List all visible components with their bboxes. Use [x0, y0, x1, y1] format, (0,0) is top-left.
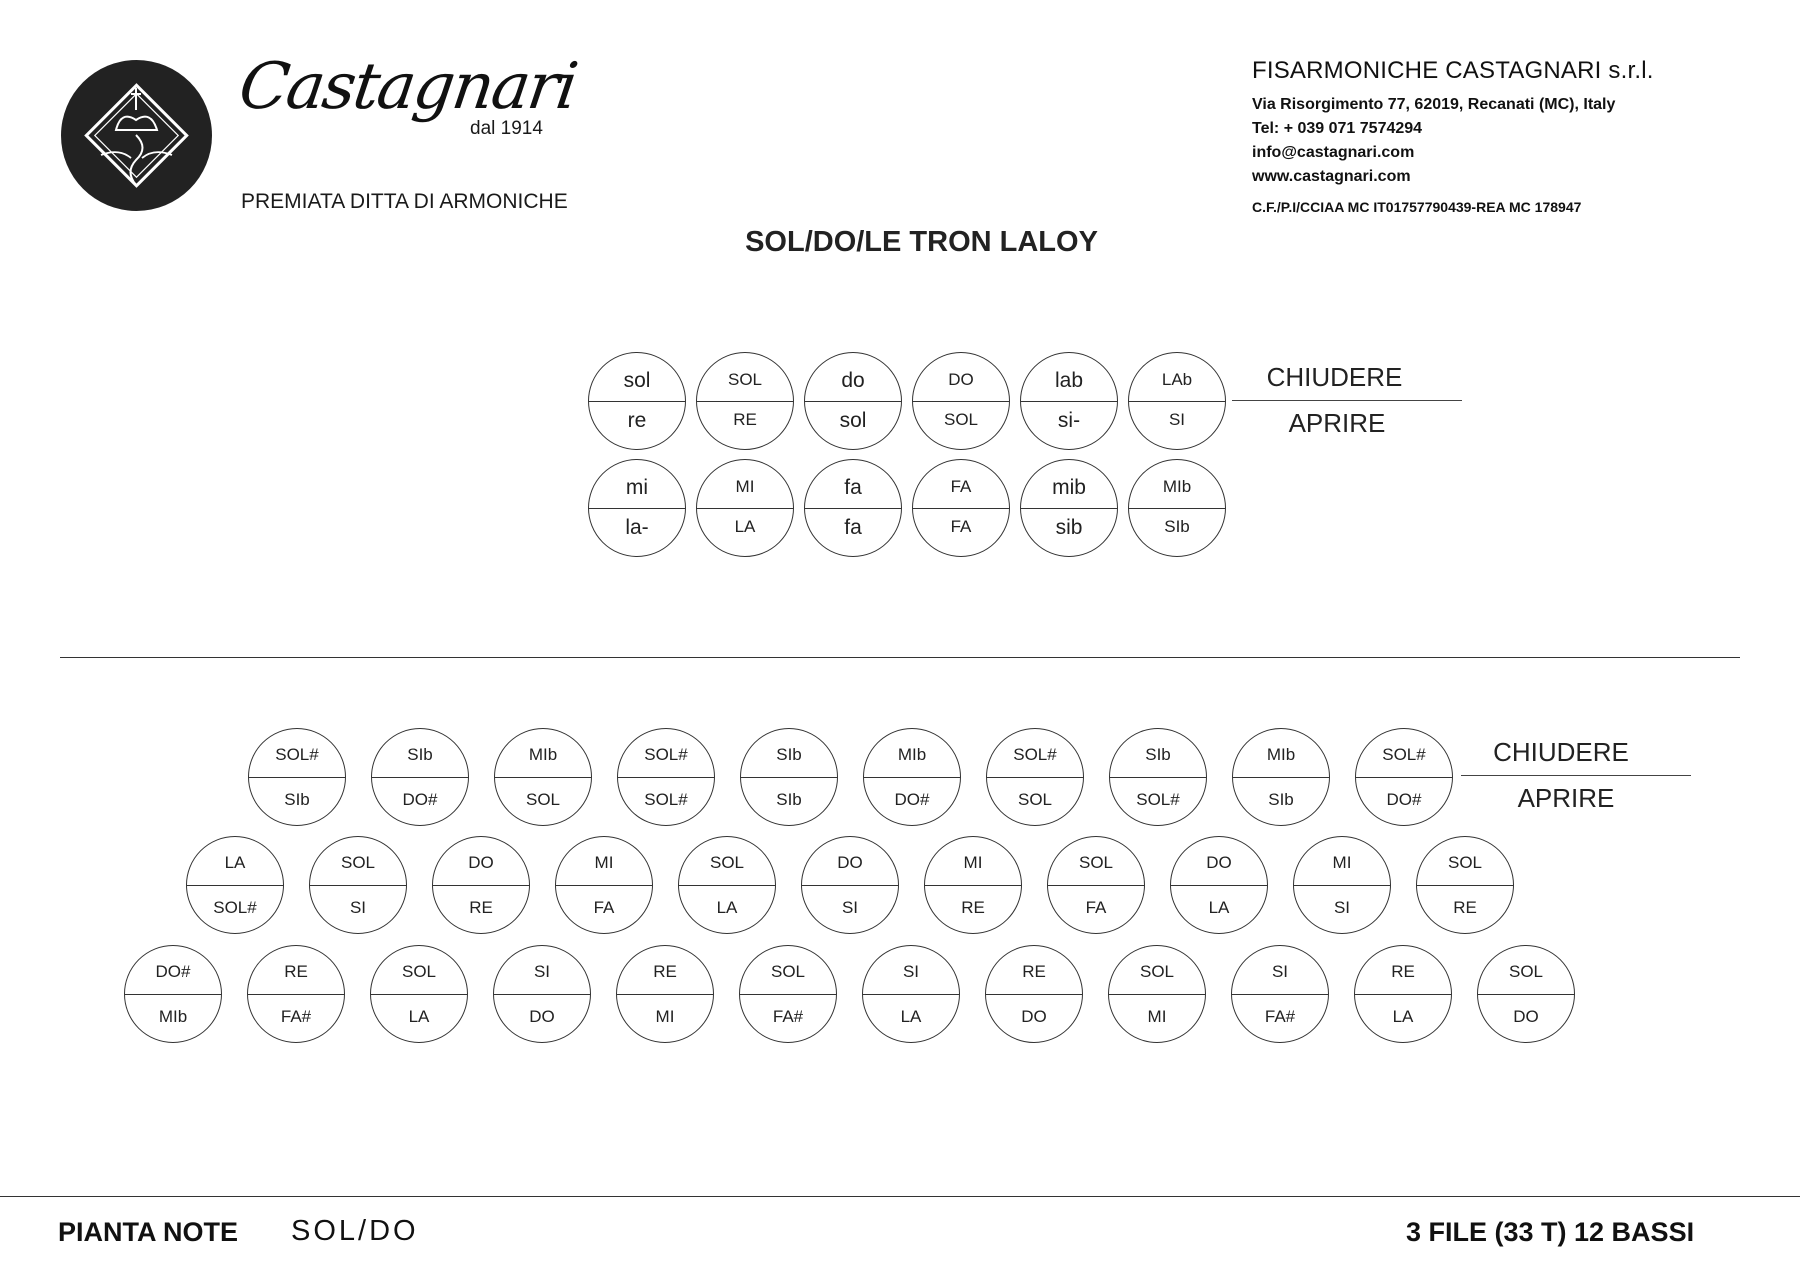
button-closing-note: DO: [1206, 853, 1232, 872]
treble-button[interactable]: [1020, 459, 1118, 557]
button-divider: [433, 885, 529, 886]
button-opening-note: FA: [593, 898, 615, 917]
button-closing-note: mib: [1052, 476, 1086, 499]
button-divider: [1109, 994, 1205, 995]
button-closing-note: SI: [1271, 962, 1289, 981]
button-closing-note: RE: [1391, 962, 1415, 981]
button-opening-note: FA: [950, 517, 972, 536]
treble-button[interactable]: [588, 459, 686, 557]
button-closing-note: SOL: [770, 962, 806, 981]
button-opening-note: re: [627, 409, 647, 432]
bass-button[interactable]: [309, 836, 407, 934]
bass-button[interactable]: [1232, 728, 1330, 826]
bass-button[interactable]: [494, 728, 592, 826]
bass-button[interactable]: [432, 836, 530, 934]
bass-button[interactable]: [1231, 945, 1329, 1043]
button-divider: [1171, 885, 1267, 886]
bass-button[interactable]: [1355, 728, 1453, 826]
button-opening-note: RE: [469, 898, 493, 917]
brand-emblem: [61, 60, 212, 211]
bass-button[interactable]: [247, 945, 345, 1043]
button-closing-note: MIb: [897, 745, 927, 764]
button-closing-note: SOL: [1139, 962, 1175, 981]
button-opening-note: sol: [839, 409, 867, 432]
button-closing-note: SI: [533, 962, 551, 981]
treble-button[interactable]: [588, 352, 686, 450]
button-closing-note: MIb: [1162, 477, 1192, 496]
button-closing-note: MI: [594, 853, 614, 872]
button-opening-note: SOL#: [1136, 790, 1180, 809]
footer-label: PIANTA NOTE: [58, 1217, 238, 1247]
button-closing-note: SOL#: [1382, 745, 1426, 764]
button-opening-note: SOL#: [644, 790, 688, 809]
button-closing-note: sol: [623, 369, 651, 392]
button-divider: [372, 777, 468, 778]
button-opening-note: SIb: [776, 790, 802, 809]
button-opening-note: DO#: [402, 790, 438, 809]
button-closing-note: DO: [837, 853, 863, 872]
button-closing-note: SIb: [1145, 745, 1171, 764]
button-divider: [248, 994, 344, 995]
button-opening-note: SI: [1168, 410, 1186, 429]
button-divider: [589, 508, 685, 509]
button-closing-note: DO: [948, 370, 974, 389]
button-closing-note: MI: [963, 853, 983, 872]
button-divider: [1110, 777, 1206, 778]
button-divider: [679, 885, 775, 886]
crown-emblem-icon: [61, 60, 212, 211]
button-opening-note: DO: [1021, 1007, 1047, 1026]
button-opening-note: LA: [1208, 898, 1230, 917]
button-divider: [1417, 885, 1513, 886]
button-divider: [617, 994, 713, 995]
bass-legend-open: APRIRE: [1517, 783, 1615, 813]
button-divider: [1129, 508, 1225, 509]
button-closing-note: DO: [468, 853, 494, 872]
button-divider: [864, 777, 960, 778]
button-divider: [805, 508, 901, 509]
section-divider: [60, 657, 1740, 658]
bass-button[interactable]: [740, 728, 838, 826]
bass-button[interactable]: [862, 945, 960, 1043]
button-closing-note: RE: [284, 962, 308, 981]
button-closing-note: do: [841, 369, 865, 392]
button-divider: [913, 508, 1009, 509]
bass-button[interactable]: [1293, 836, 1391, 934]
bass-button[interactable]: [863, 728, 961, 826]
button-opening-note: la-: [625, 516, 649, 539]
button-opening-note: FA#: [1264, 1007, 1296, 1026]
bass-button[interactable]: [924, 836, 1022, 934]
button-closing-note: SI: [902, 962, 920, 981]
button-opening-note: SOL: [525, 790, 561, 809]
button-closing-note: SOL: [709, 853, 745, 872]
treble-button[interactable]: [912, 459, 1010, 557]
button-opening-note: SI: [841, 898, 859, 917]
bass-button[interactable]: [1109, 728, 1207, 826]
bass-button[interactable]: [1047, 836, 1145, 934]
button-divider: [913, 401, 1009, 402]
button-opening-note: RE: [1453, 898, 1477, 917]
button-closing-note: lab: [1054, 369, 1084, 392]
button-divider: [1355, 994, 1451, 995]
bass-button[interactable]: [493, 945, 591, 1043]
button-closing-note: MIb: [528, 745, 558, 764]
button-divider: [494, 994, 590, 995]
button-opening-note: LA: [716, 898, 738, 917]
button-closing-note: SOL: [1078, 853, 1114, 872]
bass-button[interactable]: [986, 728, 1084, 826]
button-divider: [618, 777, 714, 778]
bass-button[interactable]: [739, 945, 837, 1043]
bass-button[interactable]: [248, 728, 346, 826]
since-label: dal 1914: [470, 118, 543, 139]
treble-button[interactable]: [804, 352, 902, 450]
button-closing-note: DO#: [155, 962, 191, 981]
tagline: PREMIATA DITTA DI ARMONICHE: [241, 190, 568, 213]
company-registry: C.F./P.I/CCIAA MC IT01757790439-REA MC 178947: [1252, 199, 1582, 215]
treble-button[interactable]: [1020, 352, 1118, 450]
button-divider: [740, 994, 836, 995]
button-opening-note: LA: [734, 517, 756, 536]
button-closing-note: SOL#: [1013, 745, 1057, 764]
button-opening-note: DO#: [1386, 790, 1422, 809]
bass-button[interactable]: [678, 836, 776, 934]
button-divider: [556, 885, 652, 886]
treble-button[interactable]: [696, 352, 794, 450]
company-name: FISARMONICHE CASTAGNARI s.r.l.: [1252, 57, 1654, 84]
footer-tuning: SOL/DO: [291, 1215, 419, 1247]
button-opening-note: FA#: [772, 1007, 804, 1026]
company-address: Via Risorgimento 77, 62019, Recanati (MC), Italy: [1252, 96, 1616, 113]
button-divider: [697, 401, 793, 402]
button-closing-note: MIb: [1266, 745, 1296, 764]
bass-button[interactable]: [370, 945, 468, 1043]
button-opening-note: SI: [349, 898, 367, 917]
button-closing-note: fa: [844, 476, 862, 499]
bass-button[interactable]: [555, 836, 653, 934]
button-opening-note: MI: [1147, 1007, 1167, 1026]
bass-button[interactable]: [801, 836, 899, 934]
button-divider: [1356, 777, 1452, 778]
button-opening-note: LA: [408, 1007, 430, 1026]
button-closing-note: RE: [1022, 962, 1046, 981]
button-divider: [802, 885, 898, 886]
bass-button[interactable]: [1170, 836, 1268, 934]
button-divider: [1294, 885, 1390, 886]
button-divider: [1021, 401, 1117, 402]
bass-button[interactable]: [186, 836, 284, 934]
button-opening-note: SIb: [284, 790, 310, 809]
button-opening-note: DO: [529, 1007, 555, 1026]
button-divider: [863, 994, 959, 995]
button-opening-note: si-: [1057, 409, 1081, 432]
button-divider: [986, 994, 1082, 995]
footer-divider: [0, 1196, 1800, 1197]
bass-button[interactable]: [1416, 836, 1514, 934]
bass-button[interactable]: [1108, 945, 1206, 1043]
button-divider: [925, 885, 1021, 886]
bass-button[interactable]: [985, 945, 1083, 1043]
bass-button[interactable]: [124, 945, 222, 1043]
company-email: info@castagnari.com: [1252, 144, 1415, 161]
button-opening-note: fa: [844, 516, 862, 539]
button-opening-note: SI: [1333, 898, 1351, 917]
button-closing-note: SOL#: [275, 745, 319, 764]
button-divider: [495, 777, 591, 778]
button-opening-note: FA#: [280, 1007, 312, 1026]
button-divider: [125, 994, 221, 995]
button-opening-note: RE: [733, 410, 757, 429]
treble-button[interactable]: [804, 459, 902, 557]
bass-button[interactable]: [616, 945, 714, 1043]
button-closing-note: SOL: [340, 853, 376, 872]
button-closing-note: MI: [735, 477, 755, 496]
button-opening-note: LA: [1392, 1007, 1414, 1026]
button-divider: [987, 777, 1083, 778]
button-closing-note: SOL: [401, 962, 437, 981]
button-divider: [371, 994, 467, 995]
button-divider: [310, 885, 406, 886]
button-closing-note: SOL: [727, 370, 763, 389]
bass-button[interactable]: [1477, 945, 1575, 1043]
button-opening-note: sib: [1055, 516, 1083, 539]
company-website: www.castagnari.com: [1252, 168, 1411, 185]
button-closing-note: SOL#: [644, 745, 688, 764]
button-opening-note: SOL#: [213, 898, 257, 917]
button-closing-note: LA: [224, 853, 246, 872]
treble-button[interactable]: [1128, 352, 1226, 450]
treble-legend-divider: [1232, 400, 1462, 401]
bass-button[interactable]: [371, 728, 469, 826]
bass-legend-divider: [1461, 775, 1691, 776]
treble-legend-close: CHIUDERE: [1266, 362, 1403, 392]
treble-button[interactable]: [696, 459, 794, 557]
button-opening-note: FA: [1085, 898, 1107, 917]
treble-legend-open: APRIRE: [1288, 408, 1386, 438]
button-divider: [1233, 777, 1329, 778]
button-opening-note: SIb: [1164, 517, 1190, 536]
button-closing-note: SOL: [1508, 962, 1544, 981]
button-closing-note: FA: [950, 477, 972, 496]
page-title: SOL/DO/LE TRON LALOY: [745, 226, 1098, 258]
button-divider: [589, 401, 685, 402]
button-closing-note: RE: [653, 962, 677, 981]
button-divider: [1478, 994, 1574, 995]
button-divider: [1129, 401, 1225, 402]
button-divider: [741, 777, 837, 778]
button-opening-note: SIb: [1268, 790, 1294, 809]
button-closing-note: SIb: [407, 745, 433, 764]
button-opening-note: DO: [1513, 1007, 1539, 1026]
bass-button[interactable]: [1354, 945, 1452, 1043]
button-opening-note: LA: [900, 1007, 922, 1026]
button-closing-note: SIb: [776, 745, 802, 764]
bass-button[interactable]: [617, 728, 715, 826]
button-divider: [249, 777, 345, 778]
button-divider: [1048, 885, 1144, 886]
company-phone: Tel: + 039 071 7574294: [1252, 120, 1423, 137]
button-opening-note: DO#: [894, 790, 930, 809]
treble-button[interactable]: [1128, 459, 1226, 557]
button-opening-note: RE: [961, 898, 985, 917]
footer-spec: 3 FILE (33 T) 12 BASSI: [1406, 1217, 1695, 1247]
button-divider: [1021, 508, 1117, 509]
button-opening-note: SOL: [1017, 790, 1053, 809]
treble-button[interactable]: [912, 352, 1010, 450]
button-closing-note: LAb: [1161, 370, 1193, 389]
button-opening-note: SOL: [943, 410, 979, 429]
button-divider: [697, 508, 793, 509]
bass-legend-close: CHIUDERE: [1493, 737, 1629, 767]
button-closing-note: SOL: [1447, 853, 1483, 872]
button-closing-note: MI: [1332, 853, 1352, 872]
button-opening-note: MI: [655, 1007, 675, 1026]
button-divider: [187, 885, 283, 886]
button-divider: [1232, 994, 1328, 995]
button-closing-note: mi: [625, 476, 649, 499]
button-divider: [805, 401, 901, 402]
brand-wordmark: Castagnari: [234, 50, 581, 124]
button-opening-note: MIb: [158, 1007, 188, 1026]
